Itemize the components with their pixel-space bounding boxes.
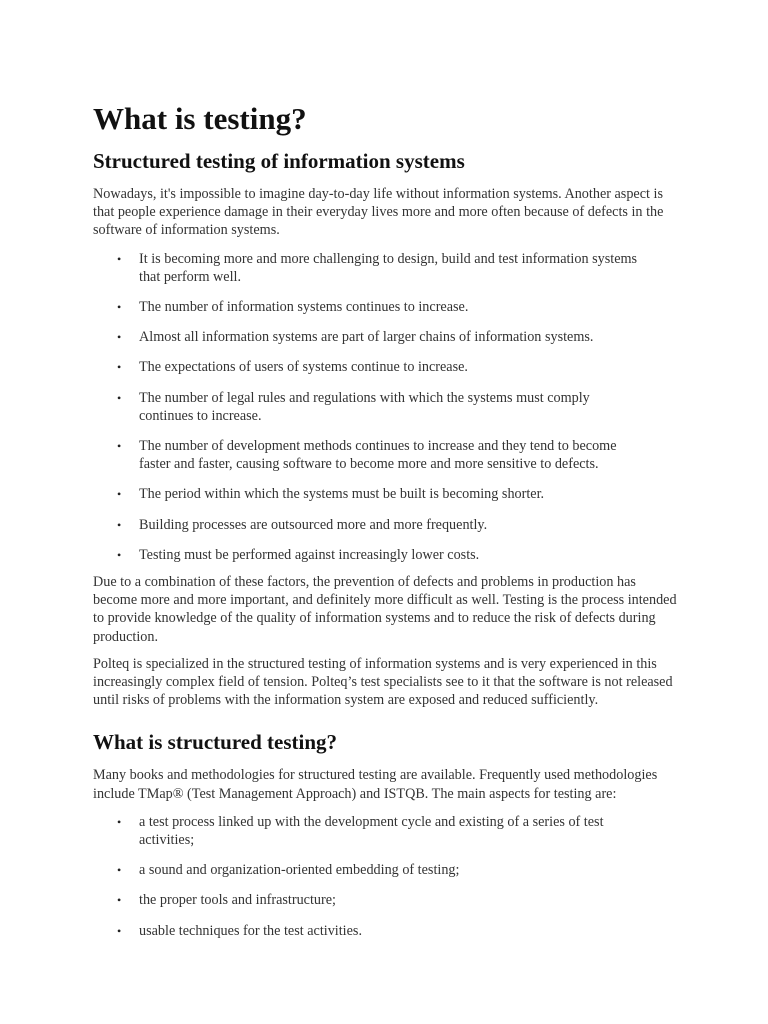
list-item: • The expectations of users of systems continue to increase. — [117, 359, 468, 376]
document-page — [93, 96, 683, 952]
list-item: • the proper tools and infrastructure; — [117, 892, 336, 909]
list-item: • Testing must be performed against increasingly lower costs. — [117, 546, 480, 563]
bullet-icon: • — [117, 439, 122, 454]
list-item: • Building processes are outsourced more and more frequently. — [117, 516, 488, 533]
bullet-icon: • — [117, 300, 122, 315]
list-item: • a sound and organization-oriented embedding of testing; — [117, 862, 460, 879]
bullet-icon: • — [117, 360, 122, 375]
list-item: • usable techniques for the test activities. — [117, 922, 362, 939]
bullet-icon: • — [117, 487, 122, 502]
bullet-icon: • — [117, 547, 122, 562]
methodologies-paragraph: Many books and methodologies for structured testing are available. Frequently used methodologies include TMap® (Test Management Approach) and ISTQB. The main aspects for testing are: — [93, 767, 658, 802]
bullet-icon: • — [117, 863, 122, 878]
section-heading-what-is-structured-testing: What is structured testing? — [93, 730, 338, 755]
prevention-paragraph: Due to a combination of these factors, the prevention of defects and problems in production has become more and more important, and definitely more difficult as well. Testing is the process intended to provide knowledge of the quality of information systems and to reduce the risk of defects during production. — [93, 574, 677, 645]
bullet-icon: • — [117, 814, 122, 829]
list-item: • The number of legal rules and regulations with which the systems must comply continues to increase. — [117, 389, 590, 424]
list-item: • Almost all information systems are part of larger chains of information systems. — [117, 329, 594, 346]
factors-list — [93, 250, 683, 564]
bullet-icon: • — [117, 251, 122, 266]
list-item: • a test process linked up with the development cycle and existing of a series of test activities; — [117, 813, 604, 849]
list-item: • The number of development methods continues to increase and they tend to become faster and faster, causing software to become more and more sensitive to defects. — [117, 438, 617, 473]
bullet-icon: • — [117, 390, 122, 405]
list-item: • It is becoming more and more challenging to design, build and test information systems that perform well. — [117, 250, 638, 285]
list-item: • The number of information systems continues to increase. — [117, 299, 469, 316]
intro-paragraph: Nowadays, it's impossible to imagine day-to-day life without information systems. Another aspect is that people experience damage in their everyday lives more and more often because of defects in the software of information systems. — [93, 186, 664, 239]
page-title: What is testing? — [93, 101, 307, 136]
bullet-icon: • — [117, 330, 122, 345]
aspects-list — [93, 813, 683, 940]
bullet-icon: • — [117, 923, 122, 938]
bullet-icon: • — [117, 517, 122, 532]
list-item: • The period within which the systems must be built is becoming shorter. — [117, 486, 545, 503]
section-heading-structured-testing: Structured testing of information systems — [93, 149, 465, 173]
bullet-icon: • — [117, 893, 122, 908]
polteq-paragraph: Polteq is specialized in the structured testing of information systems and is very experienced in this increasingly complex field of tension. Polteq’s test specialists see to it that the software is not released until risks of problems with the information system are exposed and reduced sufficiently. — [93, 655, 673, 709]
